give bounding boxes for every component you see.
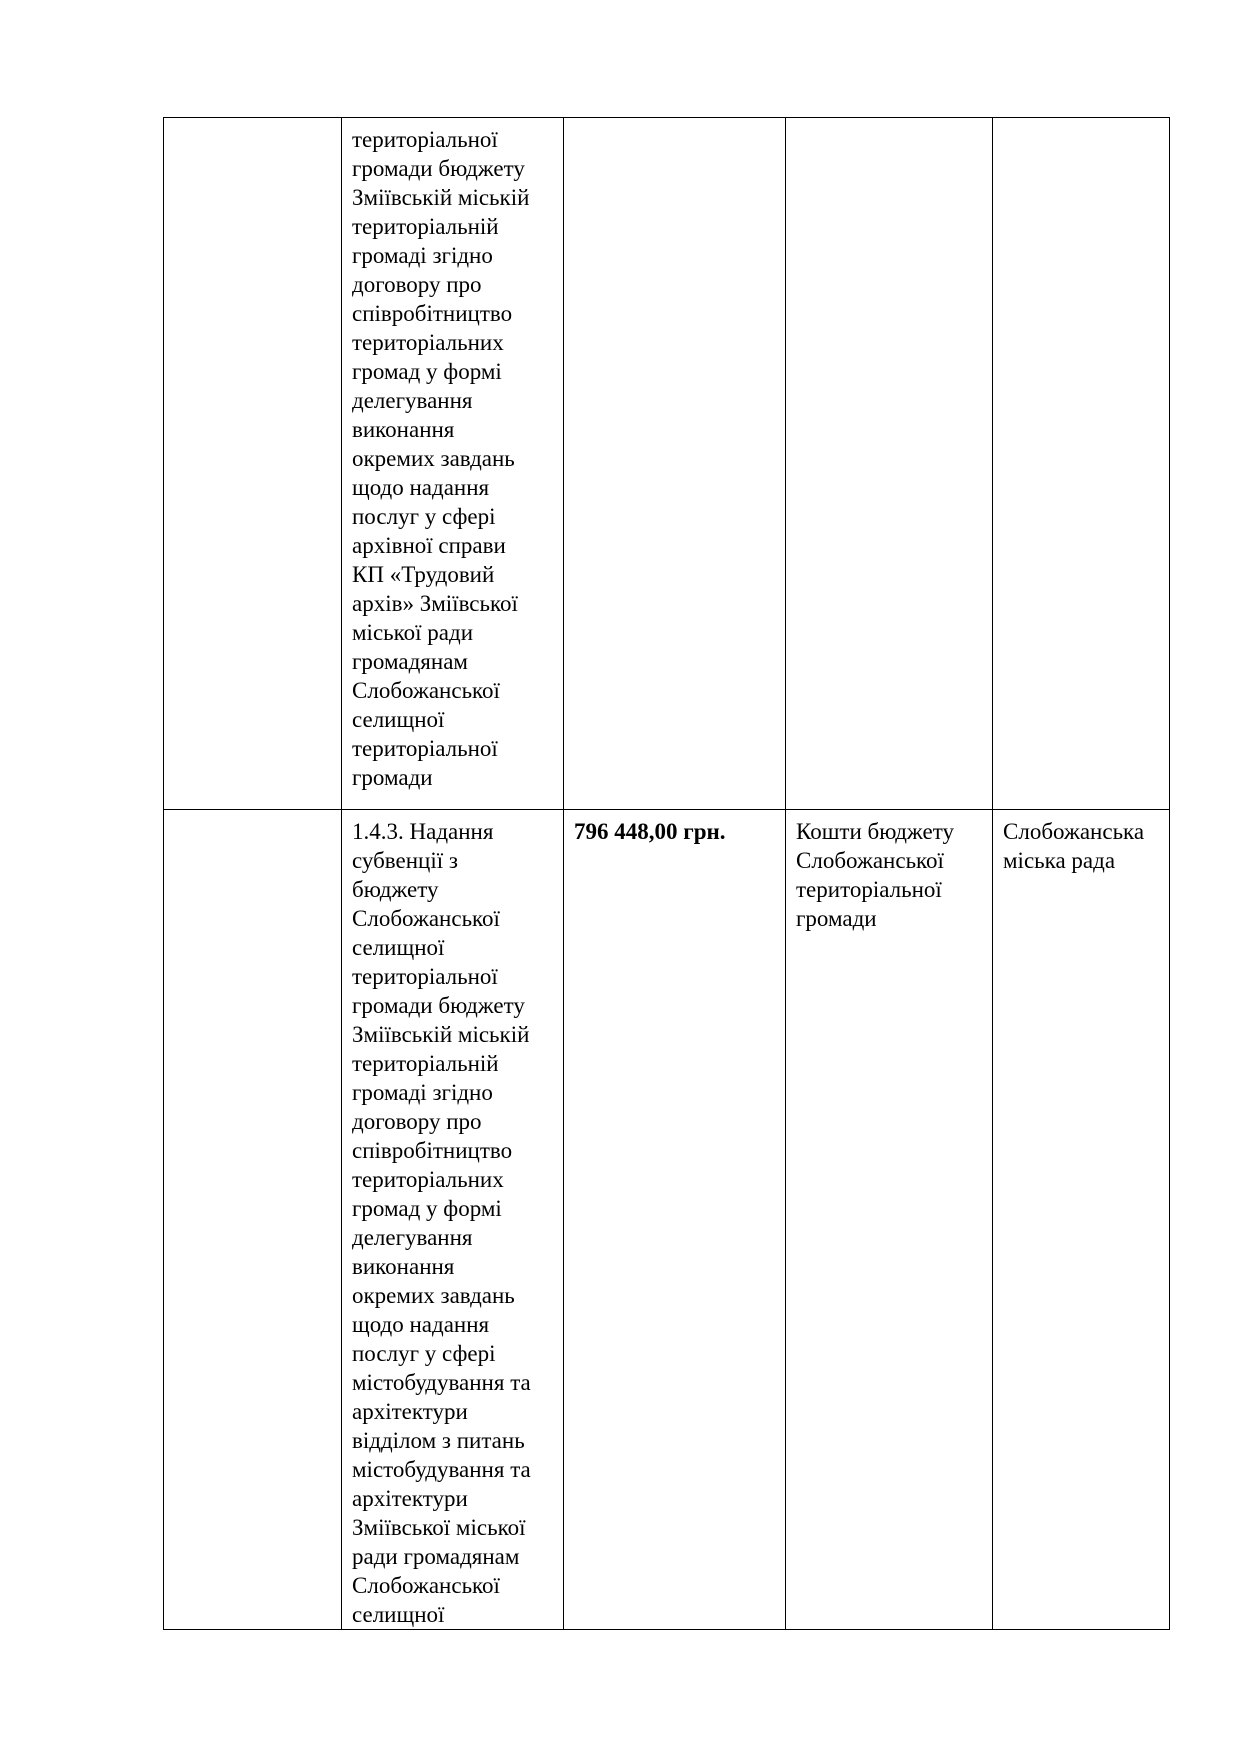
measure-text-line: співробітництво <box>352 301 513 326</box>
measure-text-line: громадянам <box>352 649 468 674</box>
measures-table <box>163 117 1170 1630</box>
measure-text-line: бюджету <box>352 877 439 902</box>
amount-cell <box>564 810 786 1630</box>
measure-text-line: архівної справи <box>352 533 506 558</box>
measure-description-cell <box>342 810 564 1630</box>
measure-text-line: делегування <box>352 1225 473 1250</box>
measure-text-line: територіальних <box>352 330 504 355</box>
funding-source-cell <box>786 810 993 1630</box>
measure-text-line: щодо надання <box>352 475 490 500</box>
measure-text-line: територіальних <box>352 1167 504 1192</box>
funding-source-line: Слобожанської <box>796 848 944 873</box>
measure-text-line: селищної <box>352 935 445 960</box>
measure-text-line: архітектури <box>352 1486 468 1511</box>
funding-source-cell <box>786 118 993 810</box>
measure-text-line: Слобожанської <box>352 678 500 703</box>
table-row <box>164 810 1170 1630</box>
amount-value: 796 448,00 грн. <box>574 819 726 844</box>
measure-text-line: Зміївській міській <box>352 1022 530 1047</box>
measure-text-line: громади <box>352 765 433 790</box>
executor-line: міська рада <box>1003 848 1116 873</box>
measure-text-line: Слобожанської <box>352 1573 500 1598</box>
funding-source-line: громади <box>796 906 877 931</box>
measure-text-line: 1.4.3. Надання <box>352 819 494 844</box>
measure-text-line: ради громадянам <box>352 1544 520 1569</box>
measure-text-line: щодо надання <box>352 1312 490 1337</box>
measure-text-line: виконання <box>352 1254 455 1279</box>
executor-cell <box>993 810 1170 1630</box>
section-cell <box>164 118 342 810</box>
measure-text-line: селищної <box>352 707 445 732</box>
funding-source-line: територіальної <box>796 877 942 902</box>
measure-text-line: виконання <box>352 417 455 442</box>
measure-text-line: архів» Зміївської <box>352 591 518 616</box>
measure-text-line: послуг у сфері <box>352 504 496 529</box>
measure-text-line: громад у формі <box>352 359 502 384</box>
measure-text-line: КП «Трудовий <box>352 562 495 587</box>
measure-text-line: містобудування та <box>352 1457 531 1482</box>
measure-text-line: співробітництво <box>352 1138 513 1163</box>
amount-cell <box>564 118 786 810</box>
measure-text-line: територіальної <box>352 736 498 761</box>
measure-text-line: громади бюджету <box>352 993 525 1018</box>
measure-text-line: територіальної <box>352 127 498 152</box>
measure-text-line: делегування <box>352 388 473 413</box>
measure-text-line: селищної <box>352 1602 445 1627</box>
measure-text-line: договору про <box>352 272 482 297</box>
table-row <box>164 118 1170 810</box>
section-cell <box>164 810 342 1630</box>
measure-text-line: Зміївській міській <box>352 185 530 210</box>
measure-text-line: міської ради <box>352 620 474 645</box>
measure-text-line: громади бюджету <box>352 156 525 181</box>
executor-cell <box>993 118 1170 810</box>
measure-text-line: Зміївської міської <box>352 1515 526 1540</box>
measure-text-line: архітектури <box>352 1399 468 1424</box>
measure-text-line: територіальній <box>352 1051 499 1076</box>
measure-description-cell <box>342 118 564 810</box>
measure-text-line: містобудування та <box>352 1370 531 1395</box>
measure-text-line: територіальної <box>352 964 498 989</box>
measure-text-line: громад у формі <box>352 1196 502 1221</box>
measure-text-line: послуг у сфері <box>352 1341 496 1366</box>
measure-text-line: субвенції з <box>352 848 458 873</box>
measure-text-line: громаді згідно <box>352 1080 493 1105</box>
measure-text-line: Слобожанської <box>352 906 500 931</box>
executor-line: Слобожанська <box>1003 819 1145 844</box>
funding-source-line: Кошти бюджету <box>796 819 954 844</box>
measure-text-line: окремих завдань <box>352 1283 515 1308</box>
measure-text-line: територіальній <box>352 214 499 239</box>
measure-text-line: окремих завдань <box>352 446 515 471</box>
measure-text-line: відділом з питань <box>352 1428 525 1453</box>
measure-text-line: договору про <box>352 1109 482 1134</box>
measure-text-line: громаді згідно <box>352 243 493 268</box>
